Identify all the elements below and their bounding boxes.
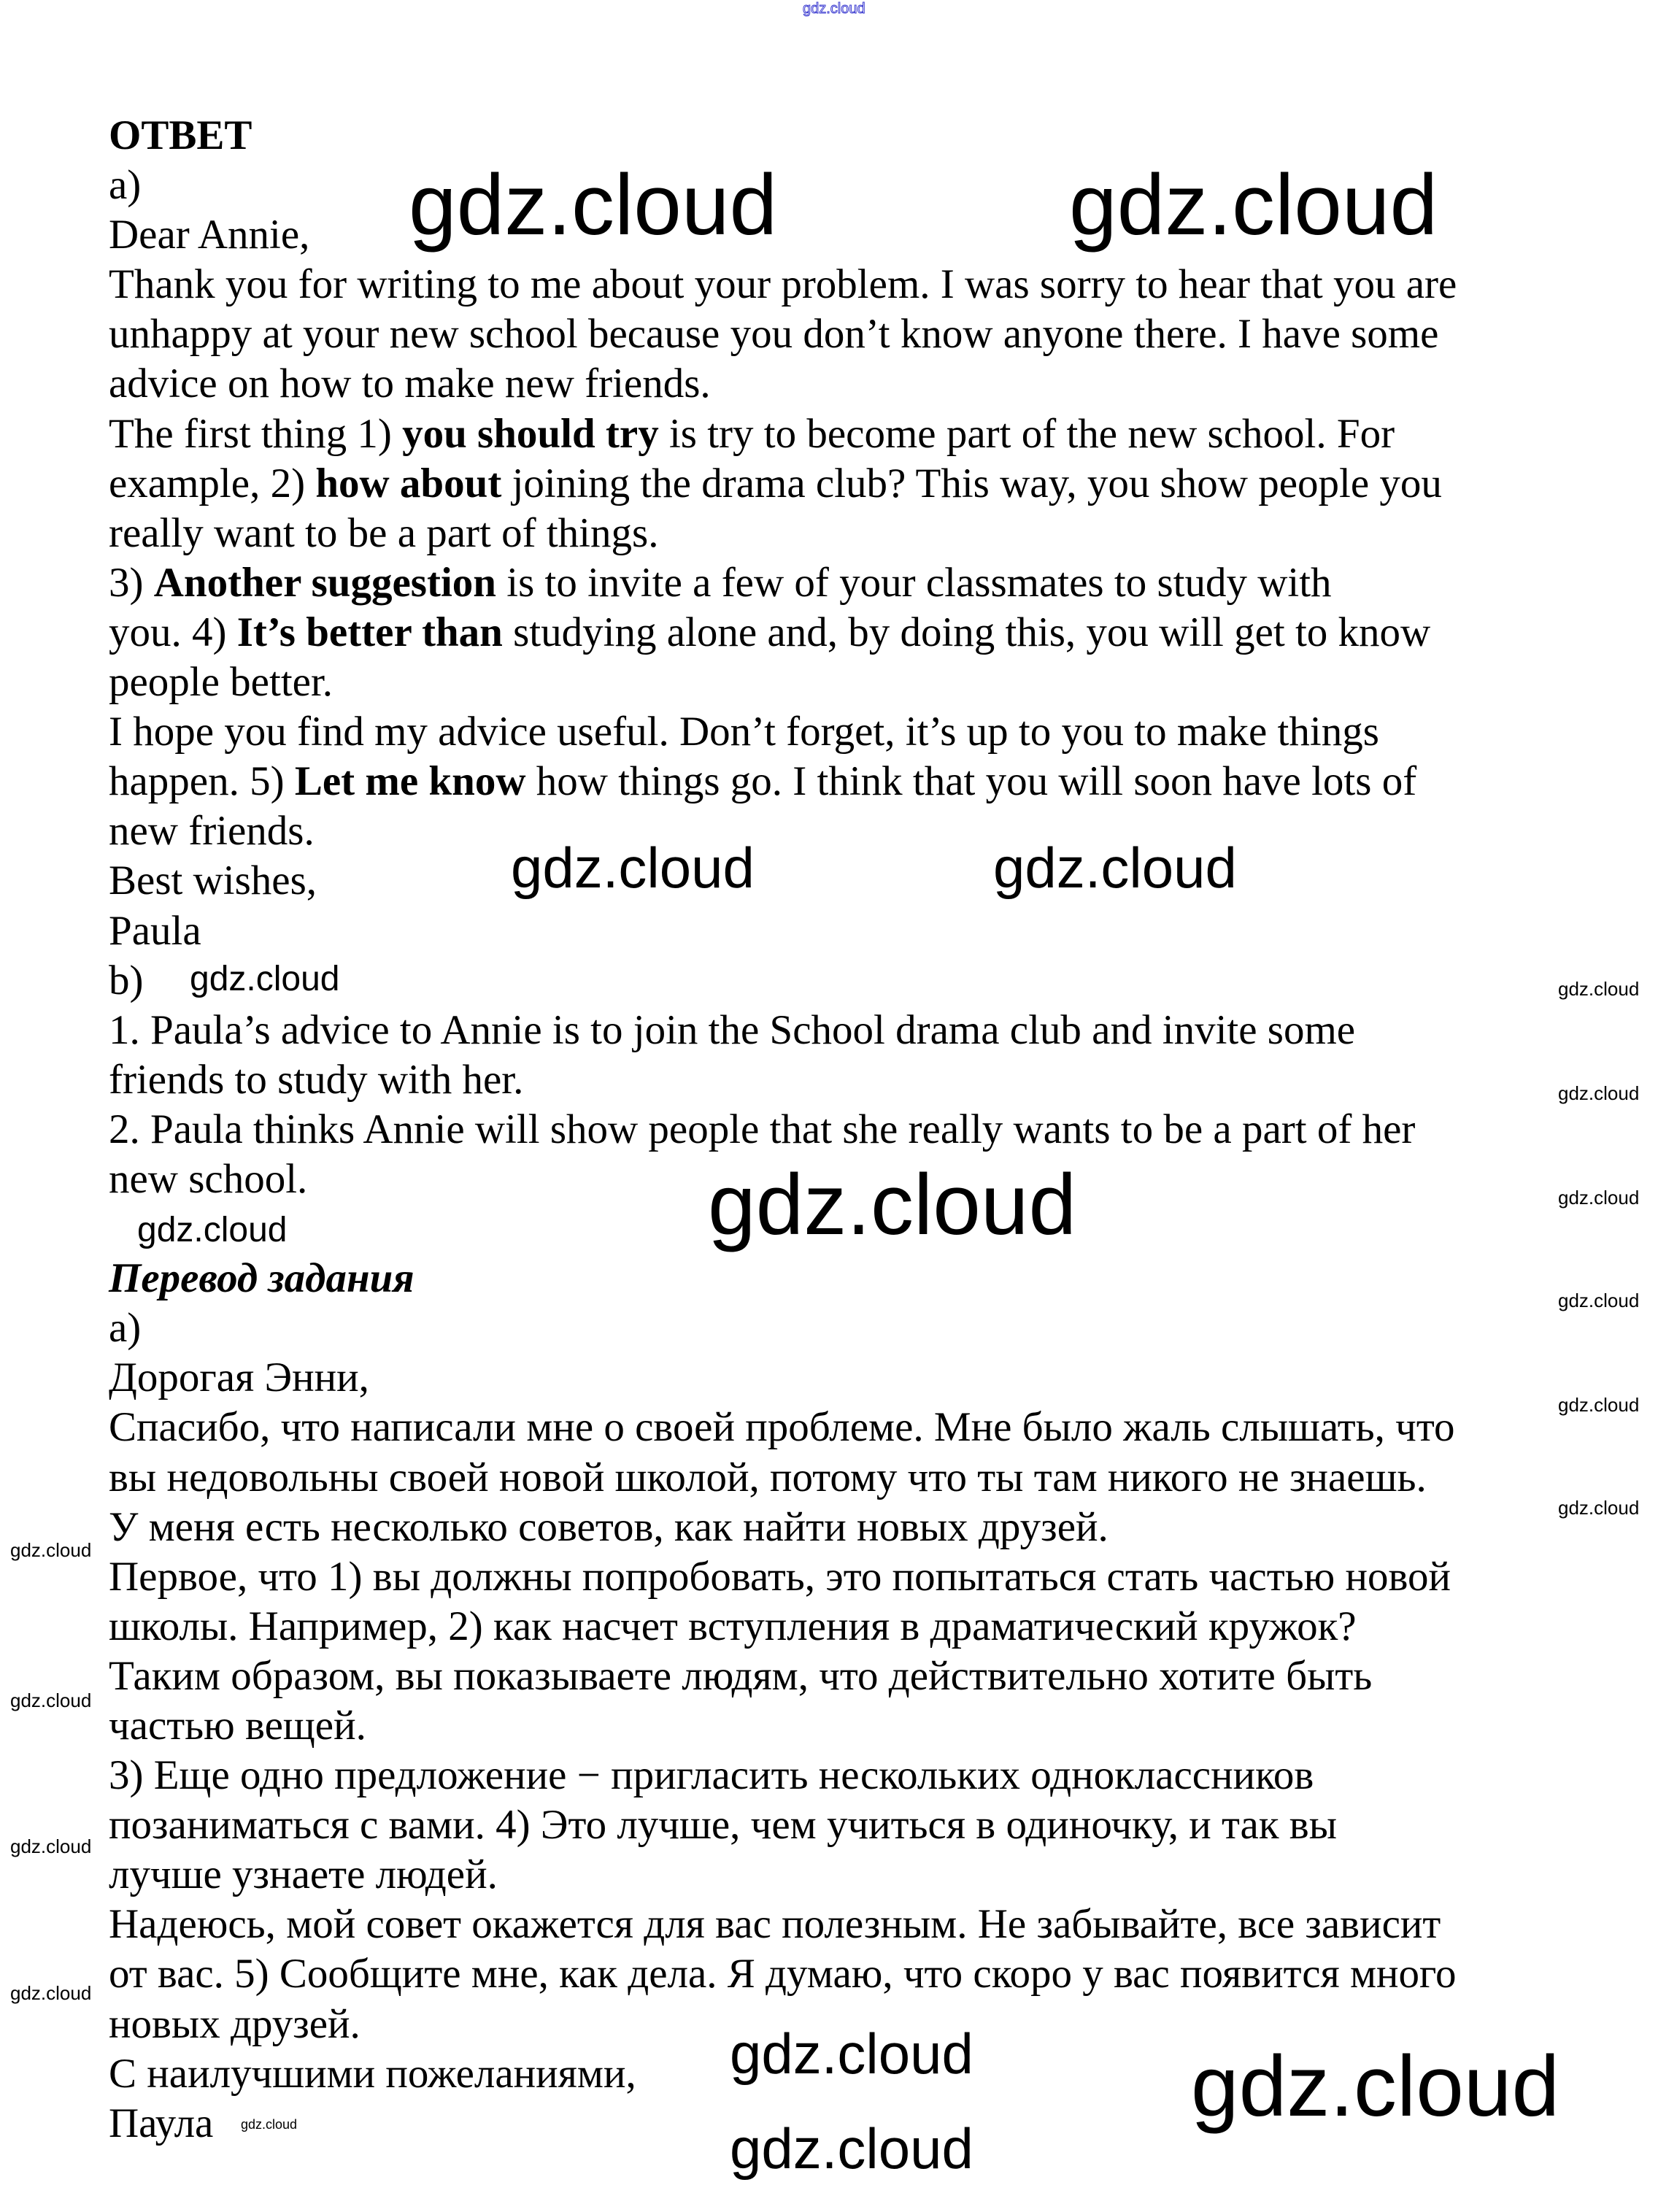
watermark: gdz.cloud xyxy=(10,1982,92,2004)
watermark: gdz.cloud xyxy=(1558,1290,1640,1311)
text-segment: 3) Еще одно предложение − пригласить нескольких одноклассников xyxy=(109,1752,1314,1799)
text-segment: Dear Annie, xyxy=(109,212,310,258)
text-segment: how things go. I think that you will soon have lots of xyxy=(525,758,1417,805)
text-segment: Thank you for writing to me about your problem. I was sorry to hear that you are xyxy=(109,261,1457,308)
document-body xyxy=(109,111,1457,2149)
text-segment: new school. xyxy=(109,1155,308,1202)
text-segment: The first thing 1) xyxy=(109,410,403,457)
text-line xyxy=(109,210,309,260)
text-segment: частью вещей. xyxy=(109,1703,366,1749)
watermark: gdz.cloud xyxy=(137,1211,288,1249)
watermark: gdz.cloud xyxy=(10,1539,92,1561)
text-line xyxy=(109,1453,1427,1503)
text-line xyxy=(109,1403,1454,1452)
watermark: gdz.cloud xyxy=(190,960,340,998)
watermark: gdz.cloud xyxy=(730,2022,973,2086)
watermark: gdz.cloud xyxy=(730,2116,973,2181)
text-line xyxy=(109,1900,1441,1949)
text-line xyxy=(109,260,1457,309)
text-line xyxy=(109,161,141,210)
text-segment: 3) xyxy=(109,559,154,606)
text-segment: really want to be a part of things. xyxy=(109,509,659,556)
text-line xyxy=(109,1055,523,1105)
watermark: gdz.cloud xyxy=(1069,157,1438,253)
text-segment: unhappy at your new school because you don’t know anyone there. I have some xyxy=(109,311,1439,358)
watermark: gdz.cloud xyxy=(1191,2038,1560,2135)
text-segment: 2. Paula thinks Annie will show people that she really wants to be a part of her xyxy=(109,1106,1416,1152)
text-line xyxy=(109,2000,360,2049)
text-segment: позаниматься с вами. 4) Это лучше, чем учиться в одиночку, и так вы xyxy=(109,1802,1338,1849)
watermark: gdz.cloud xyxy=(10,1835,92,1857)
text-line xyxy=(109,309,1438,359)
text-segment: studying alone and, by doing this, you will get to know xyxy=(502,609,1431,655)
watermark: gdz.cloud xyxy=(1558,978,1640,1000)
text-segment: people better. xyxy=(109,659,333,706)
watermark: gdz.cloud xyxy=(1558,1187,1640,1209)
text-line xyxy=(109,409,1395,459)
text-segment: b) xyxy=(109,957,144,1003)
text-segment: a) xyxy=(109,162,142,209)
bold-text: ОТВЕТ xyxy=(109,112,252,158)
text-segment: Спасибо, что написали мне о своей проблеме. Мне было жаль слышать, что xyxy=(109,1404,1455,1451)
text-segment: Best wishes, xyxy=(109,858,317,904)
text-segment: I hope you find my advice useful. Don’t forget, it’s up to you to make things xyxy=(109,709,1379,755)
text-segment: Паула xyxy=(109,2100,214,2146)
watermark: gdz.cloud xyxy=(1558,1497,1640,1519)
watermark: gdz.cloud xyxy=(803,1,865,17)
text-segment: friends to study with her. xyxy=(109,1056,524,1103)
text-line xyxy=(109,1800,1337,1850)
bold-text: you should try xyxy=(402,410,659,457)
text-line xyxy=(109,658,333,707)
text-segment: is to invite a few of your classmates to study with xyxy=(496,559,1332,606)
text-segment: happen. 5) xyxy=(109,758,295,805)
text-line xyxy=(109,608,1430,658)
watermark: gdz.cloud xyxy=(708,1157,1077,1253)
bold-text: how about xyxy=(315,460,502,506)
text-line xyxy=(109,856,317,906)
text-line xyxy=(109,111,252,161)
text-line xyxy=(109,956,143,1006)
text-segment: от вас. 5) Сообщите мне, как дела. Я думаю, что скоро у вас появится много xyxy=(109,1951,1457,1997)
text-segment: joining the drama club? This way, you show people you xyxy=(501,460,1442,506)
text-segment: лучше узнаете людей. xyxy=(109,1851,498,1898)
text-segment: 1. Paula’s advice to Annie is to join the School drama club and invite some xyxy=(109,1006,1356,1053)
text-line xyxy=(109,2099,213,2149)
text-line xyxy=(109,2049,636,2099)
text-segment: Первое, что 1) вы должны попробовать, это попытаться стать частью новой xyxy=(109,1553,1451,1600)
text-segment: школы. Например, 2) как насчет вступления в драматический кружок? xyxy=(109,1603,1357,1649)
text-line xyxy=(109,806,315,856)
text-line xyxy=(109,1701,366,1751)
text-segment: is try to become part of the new school. For xyxy=(658,410,1395,457)
text-line xyxy=(109,757,1416,806)
watermark: gdz.cloud xyxy=(511,836,755,900)
text-line xyxy=(109,1503,1108,1552)
text-segment: a) xyxy=(109,1305,142,1352)
text-segment: you. 4) xyxy=(109,609,237,655)
watermark: gdz.cloud xyxy=(241,2117,298,2132)
text-line xyxy=(109,558,1332,608)
text-line xyxy=(109,1303,141,1353)
bold-text: Another suggestion xyxy=(153,559,496,606)
text-segment: advice on how to make new friends. xyxy=(109,361,711,407)
bold-text: Перевод задания xyxy=(109,1255,415,1302)
text-line xyxy=(109,1602,1357,1652)
text-segment: Надеюсь, мой совет окажется для вас полезным. Не забывайте, все зависит xyxy=(109,1901,1441,1948)
text-line xyxy=(109,359,711,409)
text-line xyxy=(109,1006,1355,1055)
bold-text: Let me know xyxy=(294,758,526,805)
text-segment: У меня есть несколько советов, как найти новых друзей. xyxy=(109,1503,1108,1550)
bold-text: It’s better than xyxy=(236,609,503,655)
text-line xyxy=(109,1155,307,1204)
text-line xyxy=(109,1949,1457,1999)
text-segment: новых друзей. xyxy=(109,2000,360,2047)
text-line xyxy=(109,509,658,558)
text-line xyxy=(109,1105,1415,1155)
text-line xyxy=(109,1652,1372,1701)
text-line xyxy=(109,1353,369,1403)
text-line xyxy=(109,906,201,956)
text-line xyxy=(109,459,1442,509)
text-line xyxy=(109,1751,1314,1800)
text-line xyxy=(109,707,1379,757)
watermark: gdz.cloud xyxy=(993,836,1237,900)
text-segment: Дорогая Энни, xyxy=(109,1354,369,1401)
text-line xyxy=(109,1552,1451,1602)
text-segment: вы недовольны своей новой школой, потому что ты там никого не знаешь. xyxy=(109,1454,1427,1500)
watermark: gdz.cloud xyxy=(409,157,778,253)
watermark: gdz.cloud xyxy=(10,1689,92,1711)
text-segment: Таким образом, вы показываете людям, что действительно хотите быть xyxy=(109,1652,1373,1699)
text-line xyxy=(109,1254,415,1303)
text-segment: Paula xyxy=(109,907,201,954)
text-line xyxy=(109,1850,498,1900)
text-segment: С наилучшими пожеланиями, xyxy=(109,2050,636,2097)
text-segment: example, 2) xyxy=(109,460,316,506)
watermark: gdz.cloud xyxy=(1558,1394,1640,1416)
watermark: gdz.cloud xyxy=(1558,1082,1640,1104)
text-segment: new friends. xyxy=(109,808,315,855)
